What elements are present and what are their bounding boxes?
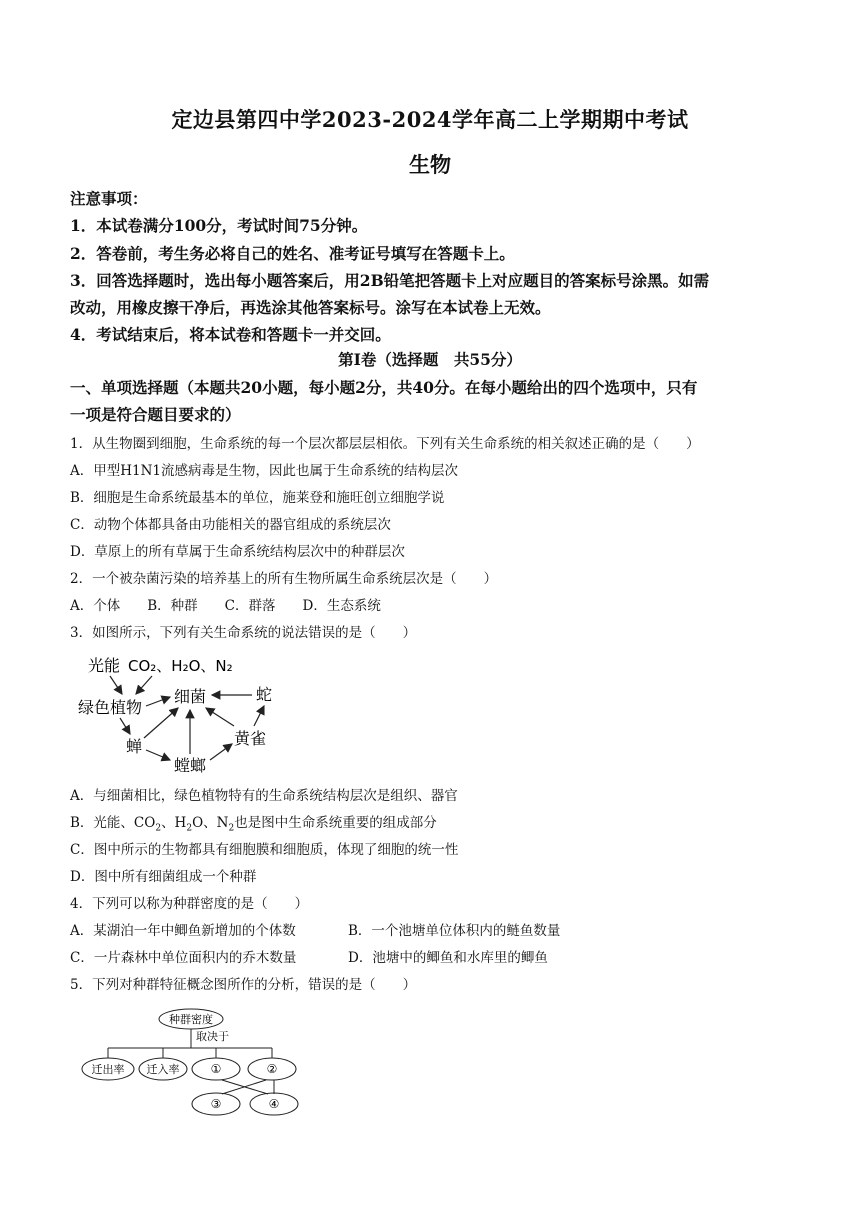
- part-heading: 一、单项选择题（本题共20小题，每小题2分，共40分。在每小题给出的四个选项中，只有: [70, 378, 698, 397]
- plant-label: 绿色植物: [78, 698, 143, 717]
- q3b-text-2: 、H: [161, 815, 187, 831]
- exam-title: 定边县第四中学2023-2024学年高二上学期期中考试: [171, 107, 689, 132]
- arrow-plant-to-cicada: [120, 718, 130, 734]
- question-4-option-a: A．某湖泊一年中鲫鱼新增加的个体数: [70, 923, 296, 939]
- determined-by-label: 取决于: [196, 1030, 229, 1043]
- question-1-option-d: D．草原上的所有草属于生命系统结构层次中的种群层次: [70, 544, 405, 560]
- light-label: 光能: [88, 656, 121, 675]
- food-web-diagram: [70, 650, 310, 780]
- mantis-label: 螳螂: [174, 756, 207, 775]
- section-title: 第Ⅰ卷（选择题 共55分）: [338, 350, 522, 369]
- question-1-stem: 1．从生物圈到细胞，生命系统的每一个层次都层层相依。下列有关生命系统的相关叙述正确的是（ ）: [70, 436, 700, 452]
- question-1-option-b: B．细胞是生命系统最基本的单位，施莱登和施旺创立细胞学说: [70, 490, 445, 506]
- part-heading-continued: 一项是符合题目要求的）: [70, 405, 241, 424]
- question-1-option-c: C．动物个体都具备由功能相关的器官组成的系统层次: [70, 517, 391, 533]
- notice-item-3-continued: 改动，用橡皮擦干净后，再选涂其他答案标号。涂写在本试卷上无效。: [70, 298, 551, 317]
- question-3-option-c: C．图中所示的生物都具有细胞膜和细胞质，体现了细胞的统一性: [70, 842, 459, 858]
- node-4-label: ④: [268, 1097, 280, 1111]
- question-3-option-a: A．与细菌相比，绿色植物特有的生命系统结构层次是组织、器官: [70, 788, 458, 804]
- q3b-sub-2: 2: [186, 823, 193, 834]
- immigration-label: 迁入率: [146, 1063, 180, 1076]
- q3b-sub-1: 2: [155, 823, 162, 834]
- bacteria-label: 细菌: [174, 687, 207, 706]
- arrow-cicada-to-bacteria: [144, 708, 178, 738]
- arrow-plant-to-bacteria: [146, 697, 170, 706]
- question-4-option-b: B．一个池塘单位体积内的鲢鱼数量: [348, 923, 561, 939]
- arrow-abiotic-to-plant: [136, 676, 152, 694]
- notice-item-1: 1．本试卷满分100分，考试时间75分钟。: [70, 216, 368, 235]
- arrow-oriole-to-bacteria: [206, 708, 234, 726]
- node-1-label: ①: [210, 1062, 222, 1076]
- arrow-cicada-to-mantis: [146, 750, 170, 760]
- q3b-sub-3: 2: [228, 823, 235, 834]
- question-2-options: A．个体 B．种群 C．群落 D．生态系统: [70, 598, 381, 614]
- population-concept-diagram: [76, 1006, 308, 1118]
- oriole-label: 黄雀: [234, 729, 267, 748]
- density-label: 种群密度: [169, 1013, 213, 1026]
- question-4-option-d: D．池塘中的鲫鱼和水库里的鲫鱼: [348, 950, 548, 966]
- node-2-label: ②: [266, 1062, 278, 1076]
- q3b-text-4: 也是图中生命系统重要的组成部分: [234, 815, 437, 831]
- question-4-option-c: C．一片森林中单位面积内的乔木数量: [70, 950, 297, 966]
- question-3-option-b: [70, 811, 437, 834]
- question-5-stem: 5．下列对种群特征概念图所作的分析，错误的是（ ）: [70, 977, 417, 993]
- question-3-stem: 3．如图所示，下列有关生命系统的说法错误的是（ ）: [70, 625, 417, 641]
- question-4-stem: 4．下列可以称为种群密度的是（ ）: [70, 896, 309, 912]
- emigration-label: 迁出率: [91, 1063, 125, 1076]
- notice-item-2: 2．答卷前，考生务必将自己的姓名、准考证号填写在答题卡上。: [70, 244, 515, 263]
- arrow-oriole-to-snake: [254, 706, 264, 726]
- exam-subject: 生物: [409, 152, 451, 177]
- question-3-option-d: D．图中所有细菌组成一个种群: [70, 869, 257, 885]
- abiotic-label: CO₂、H₂O、N₂: [128, 657, 233, 675]
- node-3-label: ③: [210, 1097, 222, 1111]
- arrow-mantis-to-oriole: [210, 744, 232, 760]
- notice-item-4: 4．考试结束后，将本试卷和答题卡一并交回。: [70, 325, 391, 344]
- snake-label: 蛇: [256, 685, 273, 704]
- question-2-stem: 2．一个被杂菌污染的培养基上的所有生物所属生命系统层次是（ ）: [70, 571, 498, 587]
- arrow-light-to-plant: [110, 676, 122, 694]
- q3b-text-3: O、N: [192, 815, 229, 831]
- notice-heading: 注意事项：: [70, 189, 148, 208]
- question-1-option-a: A．甲型H1N1流感病毒是生物，因此也属于生命系统的结构层次: [70, 463, 459, 479]
- cicada-label: 蝉: [126, 737, 143, 756]
- notice-item-3: 3．回答选择题时，选出每小题答案后，用2B铅笔把答题卡上对应题目的答案标号涂黑。如需: [70, 271, 710, 290]
- q3b-text-1: B．光能、CO: [70, 815, 156, 831]
